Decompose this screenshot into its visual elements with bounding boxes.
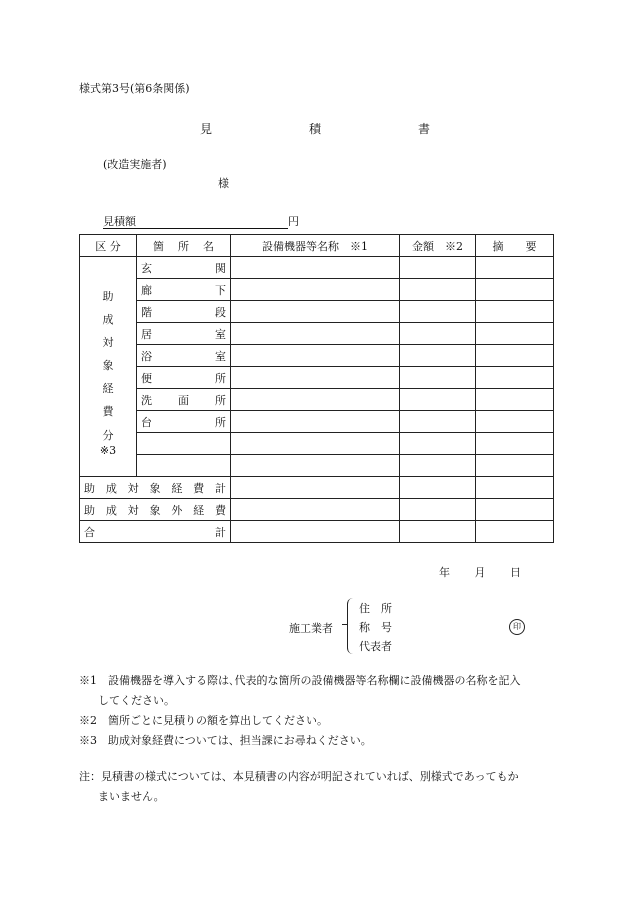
place-char: 廊	[141, 283, 152, 297]
subtotal-subsidy-label	[80, 477, 231, 499]
contractor-address-label: 住 所	[359, 602, 392, 615]
header-place	[137, 235, 231, 257]
label-char: 費	[193, 481, 205, 495]
equipment-cell[interactable]	[231, 279, 400, 301]
equipment-cell[interactable]	[231, 499, 400, 521]
place-cell	[137, 301, 231, 323]
label-char: 象	[149, 481, 161, 495]
place-cell	[137, 411, 231, 433]
header-equipment: 設備機器等名称 ※1	[231, 235, 400, 257]
place-cell	[137, 345, 231, 367]
table-row	[80, 323, 554, 345]
place-char: 面	[178, 393, 189, 407]
equipment-cell[interactable]	[231, 301, 400, 323]
category-char: 成	[102, 313, 114, 326]
estimate-label: 見積額	[103, 215, 136, 228]
place-char: 便	[141, 371, 152, 385]
place-char: 居	[141, 327, 152, 341]
recipient-label: (改造実施者)	[103, 158, 167, 171]
remarks-cell[interactable]	[476, 257, 554, 279]
equipment-cell[interactable]	[231, 411, 400, 433]
place-char: 所	[215, 371, 226, 385]
label-char: 成	[105, 481, 117, 495]
table-row	[80, 455, 554, 477]
place-char: 所	[215, 415, 226, 429]
equipment-cell[interactable]	[231, 323, 400, 345]
table-row	[80, 301, 554, 323]
amount-cell[interactable]	[400, 345, 476, 367]
place-cell-blank[interactable]	[137, 433, 231, 455]
header-place-char: 所	[178, 239, 189, 253]
seal-mark: 印	[509, 619, 525, 635]
table-header-row	[80, 235, 554, 257]
total-row	[80, 521, 554, 543]
header-place-char: 箇	[153, 239, 164, 253]
category-subsidy-cell	[80, 257, 137, 477]
amount-cell[interactable]	[400, 301, 476, 323]
equipment-cell[interactable]	[231, 345, 400, 367]
note-2: ※2 箇所ごとに見積りの額を算出してください。	[79, 714, 328, 727]
table-row	[80, 279, 554, 301]
label-char: 助	[84, 481, 95, 495]
contractor-name-label: 称 号	[359, 621, 392, 634]
contractor-brace	[347, 598, 356, 654]
estimate-amount-field[interactable]	[103, 213, 299, 229]
place-char: 室	[215, 327, 226, 341]
header-place-char: 名	[203, 239, 214, 253]
document-title	[200, 120, 430, 137]
label-char: 合	[84, 525, 95, 539]
amount-cell[interactable]	[400, 477, 476, 499]
amount-cell[interactable]	[400, 257, 476, 279]
note-3: ※3 助成対象経費については、担当課にお尋ねください。	[79, 734, 372, 747]
remarks-cell[interactable]	[476, 367, 554, 389]
place-char: 所	[215, 393, 226, 407]
category-char: 対	[102, 336, 114, 349]
year-label: 年	[439, 566, 450, 579]
remarks-cell[interactable]	[476, 499, 554, 521]
contractor-representative-label: 代表者	[359, 640, 392, 653]
amount-cell[interactable]	[400, 411, 476, 433]
table-row	[80, 433, 554, 455]
remarks-cell[interactable]	[476, 389, 554, 411]
place-char: 階	[141, 305, 152, 319]
total-label	[80, 521, 231, 543]
place-char: 洗	[141, 393, 152, 407]
amount-cell[interactable]	[400, 367, 476, 389]
equipment-cell[interactable]	[231, 455, 400, 477]
table-row	[80, 345, 554, 367]
category-note: ※3	[99, 444, 117, 457]
yen-unit: 円	[288, 215, 299, 228]
amount-cell[interactable]	[400, 521, 476, 543]
amount-cell[interactable]	[400, 323, 476, 345]
equipment-cell[interactable]	[231, 477, 400, 499]
title-char: 見	[200, 122, 213, 136]
title-char: 積	[308, 122, 321, 136]
title-char: 書	[417, 122, 430, 136]
category-char: 象	[102, 359, 114, 372]
remarks-cell[interactable]	[476, 477, 554, 499]
remarks-cell[interactable]	[476, 433, 554, 455]
place-cell	[137, 389, 231, 411]
remarks-cell[interactable]	[476, 521, 554, 543]
header-amount: 金額 ※2	[400, 235, 476, 257]
category-char: 費	[102, 405, 114, 418]
category-char: 助	[102, 290, 114, 303]
remarks-cell[interactable]	[476, 279, 554, 301]
remarks-cell[interactable]	[476, 301, 554, 323]
estimate-blank-line[interactable]	[136, 216, 288, 229]
table-row	[80, 257, 554, 279]
place-char: 関	[215, 261, 226, 275]
header-category: 区 分	[80, 235, 137, 257]
place-char: 浴	[141, 349, 152, 363]
equipment-cell[interactable]	[231, 389, 400, 411]
amount-cell[interactable]	[400, 389, 476, 411]
remarks-cell[interactable]	[476, 455, 554, 477]
subtotal-other-label	[80, 499, 231, 521]
amount-cell[interactable]	[400, 433, 476, 455]
header-remarks: 摘 要	[476, 235, 554, 257]
equipment-cell[interactable]	[231, 521, 400, 543]
honorific: 様	[218, 177, 229, 190]
note-1-continued: してください。	[98, 694, 175, 707]
amount-cell[interactable]	[400, 455, 476, 477]
label-char: 計	[214, 481, 226, 495]
equipment-cell[interactable]	[231, 257, 400, 279]
label-char: 経	[171, 481, 183, 495]
label-char: 助	[84, 503, 95, 517]
category-char: 経	[102, 382, 114, 395]
note-caution-continued: まいません。	[98, 790, 165, 803]
remarks-cell[interactable]	[476, 323, 554, 345]
label-char: 対	[127, 503, 139, 517]
equipment-cell[interactable]	[231, 433, 400, 455]
table-row	[80, 367, 554, 389]
category-char: 分	[102, 429, 114, 442]
label-char: 対	[127, 481, 139, 495]
estimate-table	[79, 234, 554, 543]
note-1: ※1 設備機器を導入する際は､代表的な箇所の設備機器等名称欄に設備機器の名称を記入	[79, 674, 521, 687]
remarks-cell[interactable]	[476, 411, 554, 433]
form-number: 様式第3号(第6条関係)	[79, 82, 190, 95]
place-char: 玄	[141, 261, 152, 275]
subtotal-subsidy-row	[80, 477, 554, 499]
remarks-cell[interactable]	[476, 345, 554, 367]
note-caution: 注：見積書の様式については、本見積書の内容が明記されていれば、別様式であってもか	[79, 770, 519, 783]
place-cell	[137, 257, 231, 279]
place-cell	[137, 323, 231, 345]
place-char: 段	[215, 305, 226, 319]
table-row	[80, 411, 554, 433]
amount-cell[interactable]	[400, 279, 476, 301]
subtotal-other-row	[80, 499, 554, 521]
equipment-cell[interactable]	[231, 367, 400, 389]
day-label: 日	[510, 566, 521, 579]
label-char: 象	[149, 503, 161, 517]
table-row	[80, 389, 554, 411]
label-char: 成	[105, 503, 117, 517]
date-line[interactable]	[439, 564, 521, 580]
place-cell	[137, 279, 231, 301]
label-char: 計	[215, 525, 226, 539]
label-char: 費	[214, 503, 226, 517]
place-char: 室	[215, 349, 226, 363]
amount-cell[interactable]	[400, 499, 476, 521]
label-char: 外	[171, 503, 183, 517]
place-char: 下	[215, 283, 226, 297]
place-char: 台	[141, 415, 152, 429]
label-char: 経	[193, 503, 205, 517]
place-cell-blank[interactable]	[137, 455, 231, 477]
place-cell	[137, 367, 231, 389]
month-label: 月	[474, 566, 486, 579]
contractor-label: 施工業者	[289, 622, 333, 635]
